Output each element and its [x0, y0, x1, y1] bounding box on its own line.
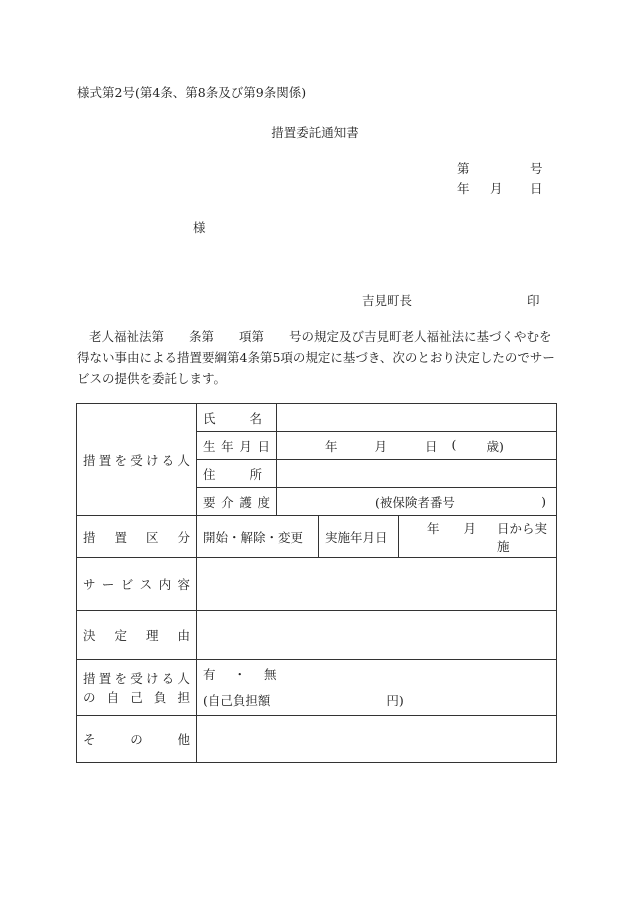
body-text: 老人福祉法第 条第 項第 号の規定及び吉見町老人福祉法に基づくやむを得ない事由による措置要綱第4条第5項の規定に基づき、次のとおり決定したのでサービスの提供を委託します。 [77, 329, 555, 386]
self-burden-field[interactable] [197, 660, 557, 716]
name-field[interactable] [277, 404, 557, 432]
other-label: そ の 他 [83, 732, 190, 747]
impl-date-label: 実施年月日 [325, 529, 388, 545]
birth-label-cell [197, 432, 277, 460]
other-label-cell [77, 716, 197, 763]
self-burden-yesno: 有 ・ 無 [203, 666, 277, 682]
care-value: (被保険者番号 ) [375, 494, 547, 510]
recipient-label-cell [77, 404, 197, 516]
address-label-cell [197, 460, 277, 488]
impl-date-label-cell [319, 516, 399, 558]
reason-field[interactable] [197, 611, 557, 660]
date-day: 日 [530, 181, 543, 196]
name-label-cell [197, 404, 277, 432]
care-field[interactable] [277, 488, 557, 516]
service-label: サ ー ビ ス 内 容 [83, 577, 190, 592]
birth-value: 年 月 日 ( 歳) [325, 436, 504, 454]
address-field[interactable] [277, 460, 557, 488]
impl-date-field[interactable] [399, 516, 557, 558]
measure-label: 措 置 区 分 [83, 529, 190, 545]
measure-options[interactable] [197, 516, 319, 558]
care-label: 要 介 護 度 [203, 494, 270, 510]
other-field[interactable] [197, 716, 557, 763]
birth-field[interactable] [277, 432, 557, 460]
service-label-cell [77, 558, 197, 611]
number-suffix: 号 [530, 161, 543, 176]
address-label: 住 所 [203, 466, 262, 482]
name-label: 氏 名 [203, 410, 262, 426]
issuer-name: 吉見町長 [362, 293, 413, 308]
reason-label: 決 定 理 由 [83, 628, 190, 643]
measure-label-cell [77, 516, 197, 558]
impl-date-value: 年 月 日から実施 [427, 520, 548, 554]
measure-options-text: 開始・解除・変更 [203, 529, 304, 545]
reason-label-cell [77, 611, 197, 660]
service-field[interactable] [197, 558, 557, 611]
birth-label: 生 年 月 日 [203, 438, 270, 454]
care-label-cell [197, 488, 277, 516]
addressee-suffix: 様 [193, 220, 206, 235]
notification-table [76, 403, 557, 763]
self-burden-amount: (自己負担額 円) [203, 692, 404, 708]
seal-mark: 印 [527, 293, 540, 308]
document-title: 措置委託通知書 [271, 125, 359, 140]
date-month: 月 [490, 181, 503, 196]
self-burden-label: 措 置 を 受 け る 人 の 自 己 負 担 [83, 670, 190, 705]
self-burden-content [203, 665, 550, 711]
recipient-label: 措 置 を 受 け る 人 [83, 452, 190, 468]
form-reference: 様式第2号(第4条、第8条及び第9条関係) [77, 85, 307, 100]
date-year: 年 [457, 181, 470, 196]
number-prefix: 第 [457, 161, 470, 176]
self-burden-label-cell [77, 660, 197, 716]
